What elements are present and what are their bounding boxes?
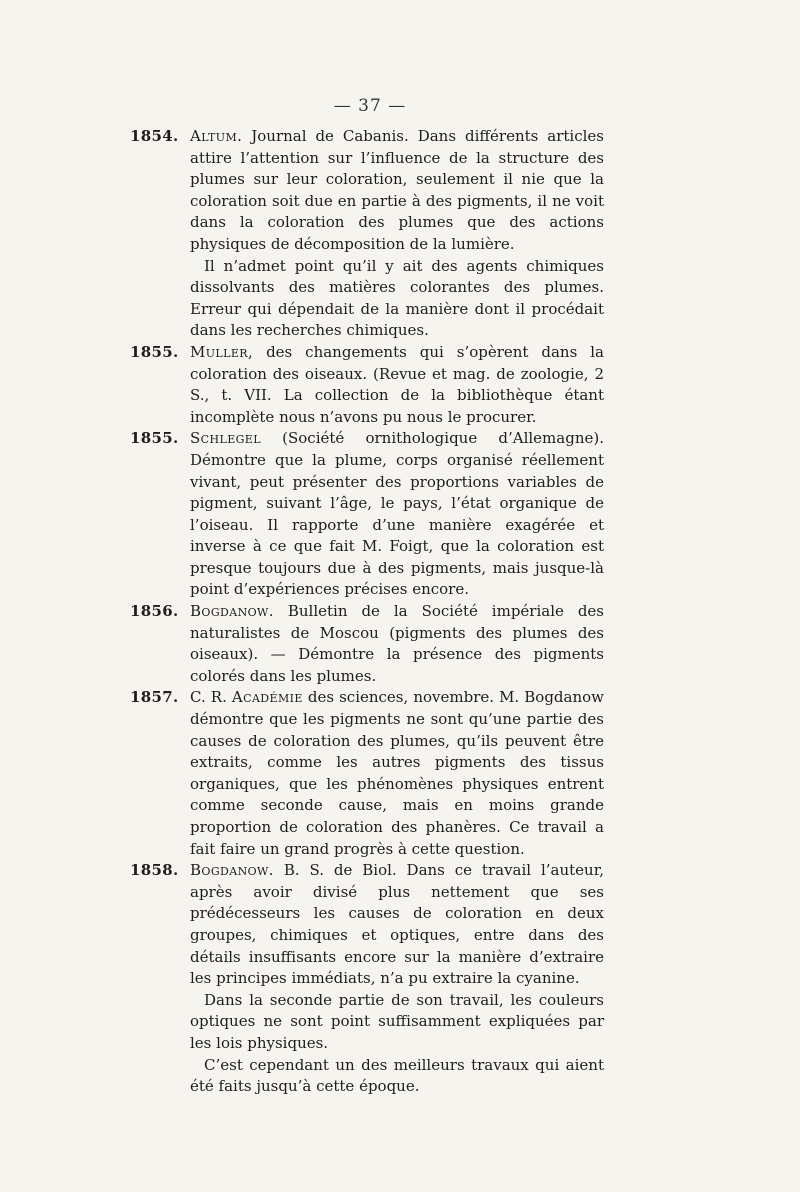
entry-year: 1854.	[130, 127, 179, 145]
entry-text: des sciences, novembre. M. Bogdanow démontre que les pigments ne sont qu’une partie des causes de coloration des plumes, qu’ils peuvent être extraits, comme les autres pigments des tissus organiques, que les phénomènes physiques entrent comme seconde cause, mais en moins grande proportion de coloration des phanères. Ce travail a fait faire un grand progrès à cette question.	[190, 688, 604, 858]
entry-year: 1855.	[130, 429, 179, 448]
entry-author: Muller,	[190, 342, 254, 361]
entry-year: 1858.	[130, 861, 179, 880]
entry-prefix: C. R.	[190, 688, 232, 707]
entry-paragraph	[190, 428, 604, 601]
entry-paragraph	[190, 601, 604, 687]
entry-paragraph: C’est cependant un des meilleurs travaux qui aient été faits jusqu’à cette époque.	[190, 1055, 604, 1096]
entry-paragraph	[190, 126, 604, 256]
entry-year: 1857.	[130, 688, 179, 707]
entry-paragraph	[190, 687, 604, 860]
entry-1858	[130, 860, 604, 1098]
page-number: — 37 —	[333, 96, 407, 116]
entry-1857	[130, 687, 604, 860]
entry-paragraph: Dans la seconde partie de son travail, les couleurs optiques ne sont point suffisamment expliquées par les lois physiques.	[190, 990, 604, 1052]
entry-author: Académie	[231, 688, 303, 707]
entry-author: Altum.	[190, 127, 243, 145]
entry-1856	[130, 601, 604, 687]
entry-author: Bogdanow.	[190, 861, 274, 880]
entry-text: Journal de Cabanis. Dans différents articles attire l’attention sur l’influence de la structure des plumes sur leur coloration, seulement il nie que la coloration soit due en partie à des pigments, il ne voit dans la coloration des plumes que des actions physiques de décomposition de la lumière.	[190, 127, 604, 253]
entry-year: 1856.	[130, 602, 179, 621]
entry-text: (Société ornithologique d’Allemagne). Démontre que la plume, corps organisé réellement vivant, peut présenter des proportions variables de pigment, suivant l’âge, le pays, l’état organique de l’oiseau. Il rapporte d’une manière exagérée et inverse à ce que fait M. Foigt, que la coloration est presque toujours due à des pigments, mais jusque-là point d’expériences précises encore.	[190, 429, 604, 599]
entry-1855-schlegel	[130, 428, 604, 601]
entry-1855-muller	[130, 342, 604, 428]
entry-text: B. S. de Biol. Dans ce travail l’auteur, après avoir divisé plus nettement que ses prédécesseurs les causes de coloration en deux groupes, chimiques et optiques, entre dans des détails insuffisants encore sur la manière d’extraire les principes immédiats, n’a pu extraire la cyanine.	[190, 861, 604, 988]
entry-paragraph: Il n’admet point qu’il y ait des agents chimiques dissolvants des matières colorantes des plumes. Erreur qui dépendait de la manière dont il procédait dans les recherches chimiques.	[190, 256, 604, 340]
entry-year: 1855.	[130, 342, 179, 361]
entry-text: des changements qui s’opèrent dans la coloration des oiseaux. (Revue et mag. de zoologie, 2 S., t. VII. La collection de la bibliothèque étant incomplète nous n’avons pu nous le procurer.	[190, 342, 604, 426]
entry-1854	[130, 126, 604, 342]
bibliography-list	[130, 126, 604, 1098]
entry-paragraph	[190, 342, 604, 428]
entry-author: Bogdanow.	[190, 602, 274, 621]
entry-paragraph	[190, 860, 604, 990]
entry-text: Bulletin de la Société impériale des naturalistes de Moscou (pigments des plumes des oiseaux). — Démontre la présence des pigments colorés dans les plumes.	[190, 602, 604, 685]
entry-author: Schlegel	[190, 429, 261, 448]
